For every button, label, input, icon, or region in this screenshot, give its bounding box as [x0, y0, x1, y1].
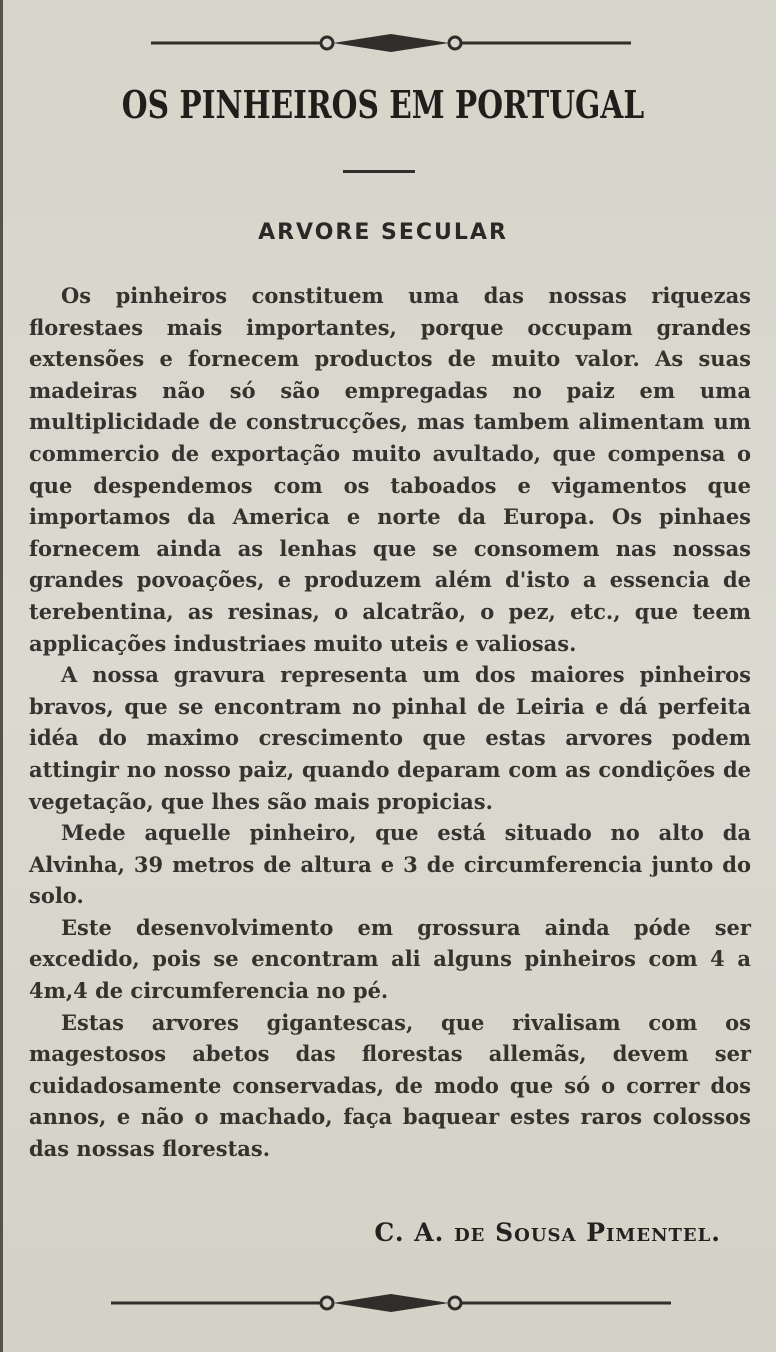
- top-ornament-divider: [3, 28, 776, 58]
- paragraph-5: Estas arvores gigantescas, que rivalisam com os magestosos abetos das florestas allemãs, devem ser cuidadosamente conservadas, de modo que só o correr dos annos, e não o machado, faça baquear estes raros colossos das nossas florestas.: [29, 1009, 751, 1162]
- author-signature: C. A. de Sousa Pimentel.: [374, 1218, 721, 1247]
- paragraph-2: A nossa gravura representa um dos maiores pinheiros bravos, que se encontram no pinhal de Leiria e dá perfeita idéa do maximo crescimento que estas arvores podem attingir no nosso paiz, quando deparam com as condições de vegetação, que lhes são mais propicias.: [29, 662, 751, 814]
- article-title: OS PINHEIROS EM PORTUGAL: [121, 82, 645, 127]
- paragraph-1: Os pinheiros constituem uma das nossas riquezas florestaes mais importantes, porque occupam grandes extensões e fornecem productos de muito valor. As suas madeiras não só são empregadas no paiz em uma multiplicidade de construcções, mas tambem alimentam um commercio de exportação muito avultado, que compensa o que despendemos com os taboados e vigamentos que importamos da America e norte da Europa. Os pinhaes fornecem ainda as lenhas que se consomem nas nossas grandes povoações, e produzem além d'isto a essencia de terebentina, as resinas, o alcatrão, o pez, etc., que teem applicações industriaes muito uteis e valiosas.: [29, 283, 751, 656]
- paragraph-3: Mede aquelle pinheiro, que está situado no alto da Alvinha, 39 metros de altura e 3 de circumferencia junto do solo.: [29, 820, 751, 909]
- article-subtitle: ARVORE SECULAR: [258, 220, 508, 245]
- paragraph-4: Este desenvolvimento em grossura ainda póde ser excedido, pois se encontram ali alguns pinheiros com 4 a 4m,4 de circumferencia no pé.: [29, 914, 751, 1004]
- title-underline: [343, 170, 415, 173]
- bottom-ornament-divider: [3, 1288, 776, 1318]
- article-body: [29, 280, 751, 1165]
